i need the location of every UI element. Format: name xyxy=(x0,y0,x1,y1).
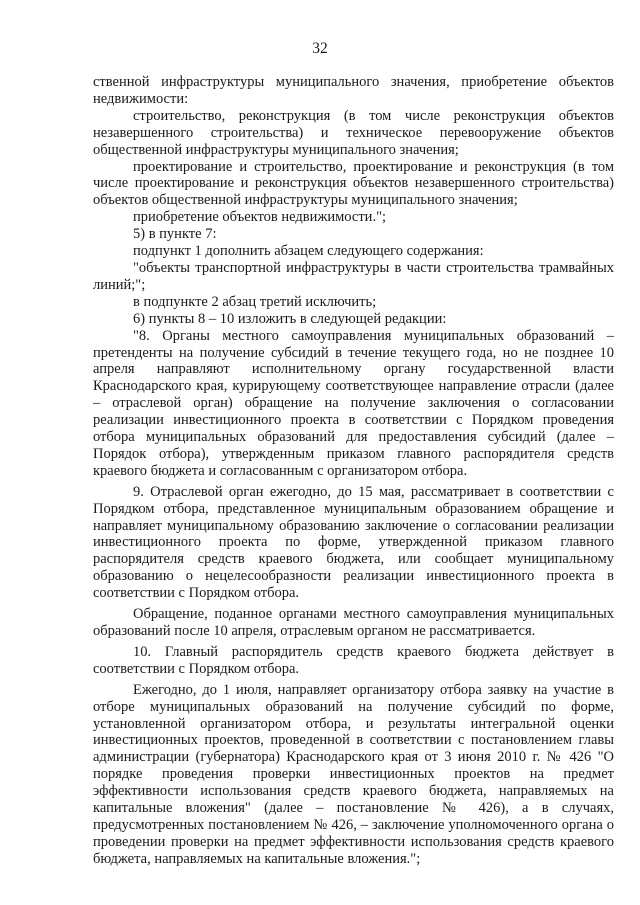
paragraph-item-8: "8. Органы местного самоуправления муниципальных образований – претенденты на получение субсидий в течение текущего года, но не позднее 10 апреля направляют исполнительному органу государственной власти Краснодарского края, курирующему соответствующее направление отрасли (далее – отраслевой орган) обращение на получение заключения о согласовании реализации инвестиционного проекта в соответствии с Порядком проведения отбора муниципальных образований для предоставления субсидий (далее – Порядок отбора), утвержденным приказом главного распорядителя средств краевого бюджета и согласованным с организатором отбора. xyxy=(93,327,614,479)
paragraph-item-10: 10. Главный распорядитель средств краевого бюджета действует в соответствии с Порядком отбора. xyxy=(93,643,614,677)
paragraph: Ежегодно, до 1 июля, направляет организатору отбора заявку на участие в отборе муниципальных образований на получение субсидий по форме, установленной организатором отбора, и результаты интегральной оценки инвестиционных проектов, проведенной в соответствии с постановлением главы администрации (губернатора) Краснодарского края от 3 июня 2010 г. № 426 "О порядке проведения проверки инвестиционных проектов на предмет эффективности использования средств краевого бюджета, направляемых на капитальные вложения" (далее – постановление № 426), а в случаях, предусмотренных постановлением № 426, – заключение уполномоченного органа о проведении проверки на предмет эффективности использования средств краевого бюджета, направляемых на капитальные вложения."; xyxy=(93,681,614,867)
paragraph: проектирование и строительство, проектирование и реконструкция (в том числе проектирование и реконструкция объектов незавершенного строительства) объектов общественной инфраструктуры муниципального значения; xyxy=(93,158,614,209)
paragraph: 5) в пункте 7: xyxy=(133,226,217,243)
document-body xyxy=(93,74,614,868)
paragraph-item-9: 9. Отраслевой орган ежегодно, до 15 мая, рассматривает в соответствии с Порядком отбора, представленное муниципальным образованием обращение и направляет муниципальному образованию заключение о согласовании реализации инвестиционного проекта по форме, утвержденной приказом главного распорядителя средств краевого бюджета, или сообщает муниципальному образованию о нецелесообразности реализации инвестиционного проекта в соответствии с Порядком отбора. xyxy=(93,483,614,602)
paragraph: Обращение, поданное органами местного самоуправления муниципальных образований после 10 апреля, отраслевым органом не рассматривается. xyxy=(93,606,614,639)
paragraph: 6) пункты 8 – 10 изложить в следующей редакции: xyxy=(133,310,447,327)
paragraph-continuation: ственной инфраструктуры муниципального значения, приобретение объектов недвижимости: xyxy=(93,74,614,107)
paragraph: строительство, реконструкция (в том числе реконструкция объектов незавершенного строительства) и техническое перевооружение объектов общественной инфраструктуры муниципального значения; xyxy=(93,107,614,158)
page-number: 32 xyxy=(312,40,328,57)
paragraph: приобретение объектов недвижимости."; xyxy=(133,209,387,226)
paragraph: подпункт 1 дополнить абзацем следующего содержания: xyxy=(133,243,484,260)
paragraph: в подпункте 2 абзац третий исключить; xyxy=(133,293,377,310)
paragraph: "объекты транспортной инфраструктуры в части строительства трамвайных линий;"; xyxy=(93,259,614,293)
